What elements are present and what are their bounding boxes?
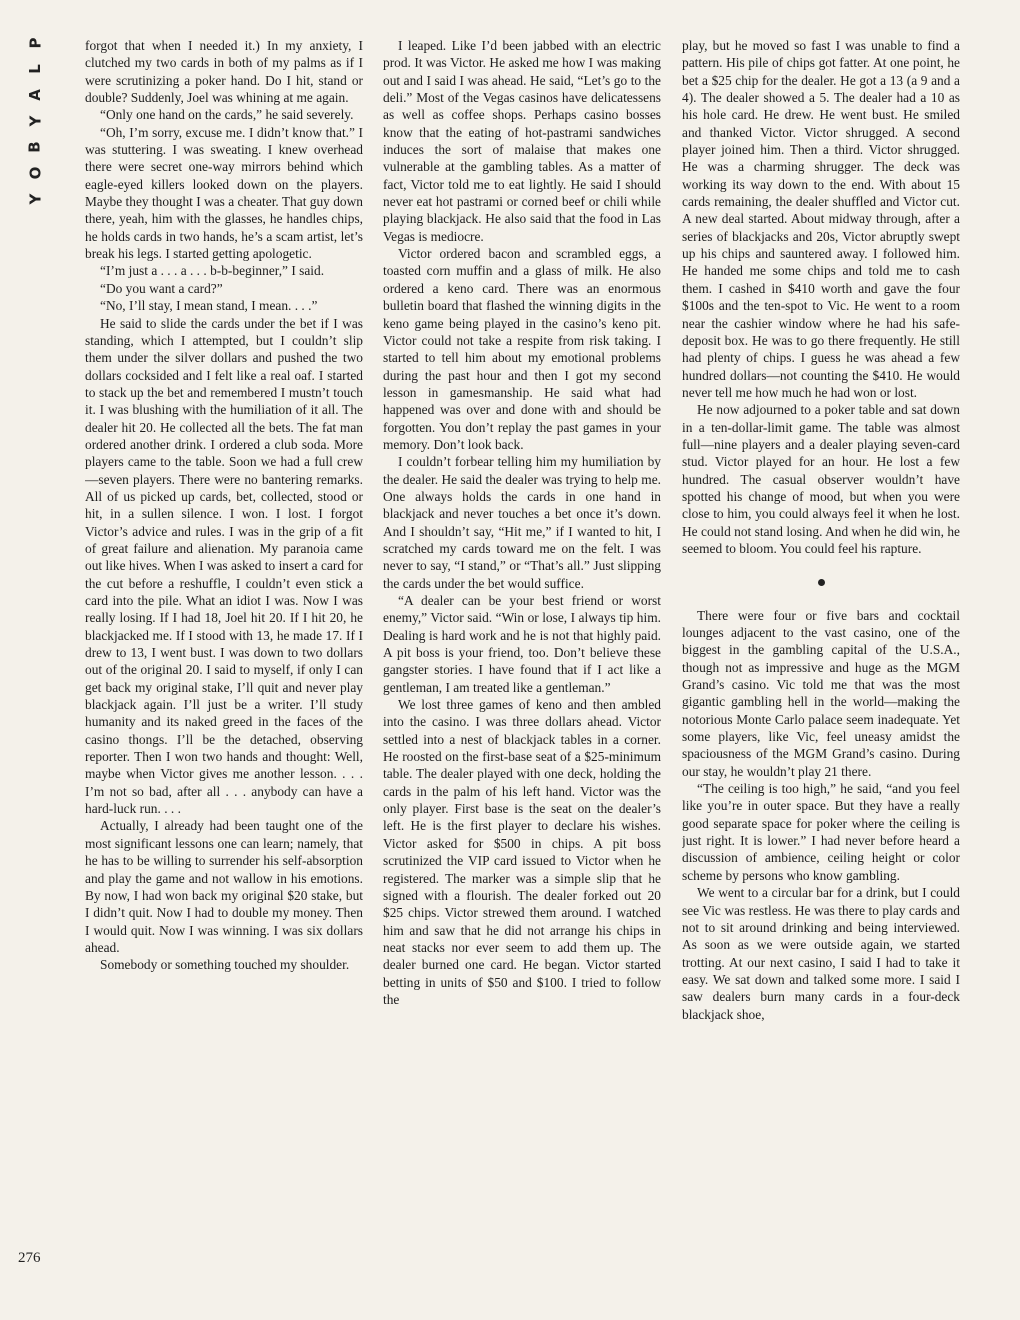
page-number: 276	[18, 1250, 41, 1266]
running-head-letter: L	[26, 64, 44, 74]
paragraph: “A dealer can be your best friend or worst enemy,” Victor said. “Win or lose, I always tip him. Dealing is hard work and he is not that highly paid. A pit boss is your friend, too. Don’t believe these gangster stories. I have found that if I act like a gentleman, I am treated like a gentleman.”	[383, 593, 661, 695]
paragraph: “No, I’ll stay, I mean stand, I mean. . . .”	[100, 298, 318, 314]
running-head-letter: A	[25, 89, 44, 101]
paragraph: Actually, I already had been taught one of the most significant lessons one can learn; namely, that he has to be willing to surrender his self-absorption and play the game and not wallow in his emotions. By now, I had won back my original $20 stake, but I didn’t quit. Now I had to double my money. Then I would quit. Now I was winning. I was six dollars ahead.	[85, 818, 363, 955]
text-column-2	[383, 37, 661, 1277]
paragraph: “Only one hand on the cards,” he said severely.	[100, 107, 354, 123]
paragraph: Victor ordered bacon and scrambled eggs, a toasted corn muffin and a glass of milk. He also ordered a keno card. There was an enormous bulletin board that flashed the winning digits in the keno game being played in the casino’s keno pit. Victor could not take a respite from risk taking. I started to tell him about my emotional problems during the past hour and then I got my second lesson in gamesmanship. He said what had happened was over and done with and should be forgotten. You don’t replay the past games in your memory. Don’t look back.	[383, 246, 661, 452]
text-column-3	[682, 37, 960, 1277]
paragraph: “Do you want a card?”	[100, 280, 223, 296]
paragraph: play, but he moved so fast I was unable to find a pattern. His pile of chips got fatter. At one point, he bet a $25 chip for the dealer. He got a 13 (a 9 and a 4). The dealer showed a 5. The dealer had a 10 as his hole card. He drew. He went bust. He smiled and thanked Victor. Victor shrugged. A second player joined him. Then a third. Victor shrugged. He was a charming shrugger. The deck was working its way down to the end. With about 15 cards remaining, the dealer shuffled and Victor cut. A new deal started. About midway through, after a series of blackjacks and 20s, Victor abruptly swept up his chips and sauntered away. I followed him. He handed me some chips and told me to cash them. I cashed in $410 worth and gave the four $100s and the ten-spot to Vic. He went to a room near the cashier window where he had his safe-deposit box. He was to go there frequently. He still had plenty of chips. I guess he was ahead a few hundred dollars—not counting the $410. He would never tell me how much he had won or lost.	[682, 38, 960, 400]
paragraph: He now adjourned to a poker table and sat down in a ten-dollar-limit game. The table was almost full—nine players and a dealer playing seven-card stud. Victor played for an hour. He lost a few hundred. The casual observer wouldn’t have spotted his change of mood, but when you were close to him, you could always feel it when he lost. He could not stand losing. And when he did win, he seemed to bloom. You could feel his rapture.	[682, 402, 960, 556]
paragraph: He said to slide the cards under the bet if I was standing, which I attempted, but I couldn’t slip them under the silver dollars and pushed the two dollars cocksided and I felt like a real oaf. I started to stack up the bet and remembered I mustn’t touch it. I was blushing with the humiliation of it all. The dealer hit 20. He collected all the bets. The fat man ordered another drink. I ordered a club soda. More players came to the table. Soon we had a full crew—seven players. There were no bantering remarks. All of us picked up cards, bet, collected, stood or hit, in a sullen silence. I won. I lost. I forgot Victor’s advice and rules. I was in the grip of a fit of great failure and alienation. My paranoia came out like hives. When I was asked to insert a card for the cut before a reshuffle, I couldn’t even stick a card into the pile. What an idiot I was. Now I was really losing. If I had 18, Joel hit 20. If I hit 20, he blackjacked me. If I stood with 13, he made 17. If I drew to 13, I went bust. I was down to two dollars out of the original 20. I said to myself, if only I can get back my original stake, I’ll quit and never play blackjack again. I’ll just be a writer. I’ll study humanity and its naked greed in the faces of the casino thongs. I’ll be the detached, observing reporter. Then I won two hands and thought: Well, maybe when Victor gives me another lesson. . . . I’m not so bad, after all . . . anybody can have a hard-luck run. . . .	[85, 315, 363, 817]
text-column-1	[85, 37, 363, 1277]
running-head-letter: Y	[26, 115, 44, 127]
paragraph: We went to a circular bar for a drink, but I could see Vic was restless. He was there to play cards and not to sit around drinking and being interviewed. As soon as we were outside again, we started trotting. At our next casino, I said I had to take it easy. We sat down and talked some more. I said I saw dealers burn many cards in a four-deck blackjack shoe,	[682, 885, 960, 1022]
bullet-icon	[818, 579, 825, 586]
paragraph: Somebody or something touched my shoulder.	[100, 957, 350, 973]
running-head-letter: B	[26, 141, 44, 153]
paragraph: “The ceiling is too high,” he said, “and you feel like you’re in outer space. But they have a really good separate space for poker where the ceiling is just right. It is lower.” I had never before heard a discussion of ambience, ceiling height or color scheme by persons who know gambling.	[682, 781, 960, 883]
running-head-letter: Y	[26, 193, 44, 205]
paragraph: “I’m just a . . . a . . . b-b-beginner,” I said.	[100, 263, 325, 279]
running-head	[20, 30, 50, 212]
paragraph: forgot that when I needed it.) In my anxiety, I clutched my two cards in both of my palms as if I were scrutinizing a poker hand. Do I hit, stand or double? Suddenly, Joel was whining at me again.	[85, 38, 363, 106]
running-head-letter: P	[26, 37, 44, 49]
paragraph: We lost three games of keno and then ambled into the casino. I was three dollars ahead. Victor settled into a nest of blackjack tables in a corner. He roosted on the first-base seat of a $25-minimum table. The dealer played with one deck, holding the cards in the palm of his left hand. Victor was the only player. First base is the seat on the dealer’s left. He is the first player to declare his wishes. Victor asked for $500 in chips. A pit boss scrutinized the VIP card issued to Victor when he registered. The marker was a simple slip that he signed with a flourish. The dealer forked out 20 $25 chips. Victor strewed them around. I watched him and saw that he did not arrange his chips in neat stacks nor ever seem to add them up. The dealer burned one card. He began. Victor started betting in units of $50 and $100. I tried to follow the	[383, 697, 661, 1007]
section-break-bullet	[682, 575, 960, 592]
paragraph: I leaped. Like I’d been jabbed with an electric prod. It was Victor. He asked me how I was making out and I said I was ahead. He said, “Let’s go to the deli.” Most of the Vegas casinos have delicatessens as well as coffee shops. Perhaps casino bosses know that the eating of hot-pastrami sandwiches induces the sort of malaise that makes one vulnerable at the gambling tables. As a matter of fact, Victor told me to eat lightly. He said I should never eat hot pastrami or corned beef or chili while playing blackjack. He also said that the food in Las Vegas is mediocre.	[383, 38, 661, 244]
paragraph: “Oh, I’m sorry, excuse me. I didn’t know that.” I was stuttering. I was sweating. I knew overhead there were secret one-way mirrors behind which eagle-eyed killers looked down on the players. Maybe they thought I was a cheater. That guy down there, yeah, him with the glasses, he handles chips, he holds cards in two hands, he’s a scam artist, let’s break his legs. I started getting apologetic.	[85, 124, 363, 262]
paragraph: I couldn’t forbear telling him my humiliation by the dealer. He said the dealer was trying to help me. One always holds the cards in one hand in blackjack and never touches a bet once it’s down. And I shouldn’t say, “Hit me,” if I wanted to hit, I scratched my cards toward me on the felt. I was never to say, “I stand,” or “That’s all.” Just slipping the cards under the bet would suffice.	[383, 454, 661, 591]
paragraph: There were four or five bars and cocktail lounges adjacent to the vast casino, one of the biggest in the gambling capital of the U.S.A., though not as impressive and huge as the MGM Grand’s casino. Vic told me that was the most gigantic gambling hell in the world—making the notorious Monte Carlo palace seem inadequate. Yet some players, like Vic, feel uneasy amidst the spaciousness of the MGM Grand’s casino. During our stay, he wouldn’t play 21 there.	[682, 607, 960, 779]
running-head-letter: O	[25, 166, 44, 180]
